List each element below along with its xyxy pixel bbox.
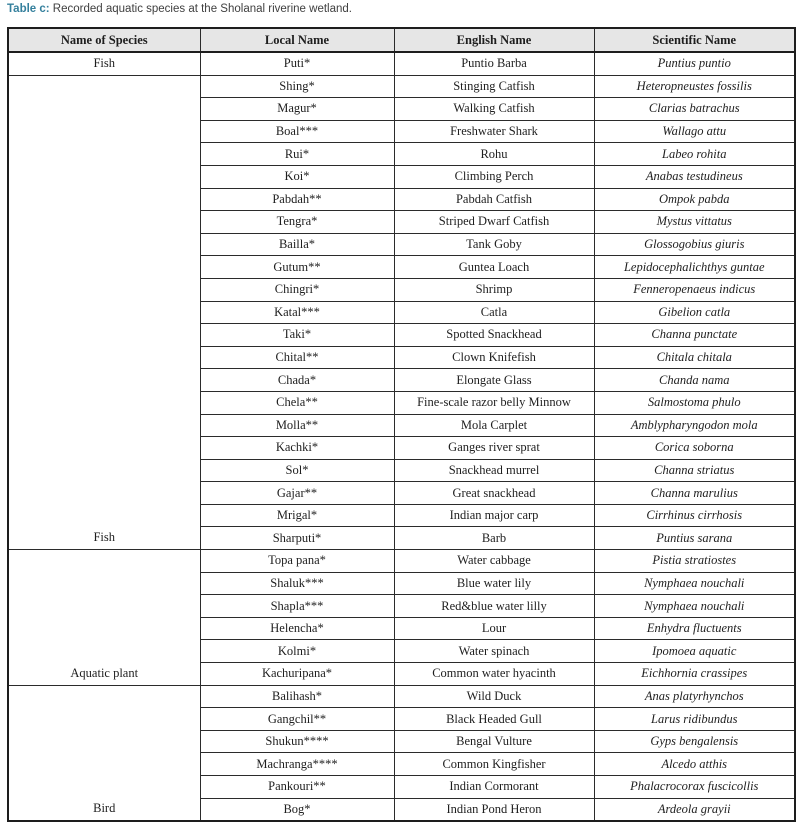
column-header: Name of Species bbox=[8, 28, 200, 52]
scientific-name-cell: Enhydra fluctuents bbox=[594, 617, 795, 640]
table-caption bbox=[7, 2, 352, 16]
column-header: Local Name bbox=[200, 28, 394, 52]
local-name-cell: Helencha* bbox=[200, 617, 394, 640]
table-caption-text: Recorded aquatic species at the Sholanal riverine wetland. bbox=[49, 3, 352, 15]
species-group-cell: Aquatic plant bbox=[8, 550, 200, 686]
local-name-cell: Tengra* bbox=[200, 211, 394, 234]
scientific-name-cell: Glossogobius giuris bbox=[594, 233, 795, 256]
table-row bbox=[8, 52, 795, 75]
english-name-cell: Climbing Perch bbox=[394, 165, 594, 188]
scientific-name-cell: Chitala chitala bbox=[594, 346, 795, 369]
english-name-cell: Bengal Vulture bbox=[394, 730, 594, 753]
english-name-cell: Black Headed Gull bbox=[394, 708, 594, 731]
species-group-cell: Bird bbox=[8, 685, 200, 821]
local-name-cell: Bog* bbox=[200, 798, 394, 821]
english-name-cell: Pabdah Catfish bbox=[394, 188, 594, 211]
local-name-cell: Chital** bbox=[200, 346, 394, 369]
scientific-name-cell: Chanda nama bbox=[594, 369, 795, 392]
scientific-name-cell: Puntius puntio bbox=[594, 52, 795, 75]
local-name-cell: Rui* bbox=[200, 143, 394, 166]
local-name-cell: Shaluk*** bbox=[200, 572, 394, 595]
scientific-name-cell: Salmostoma phulo bbox=[594, 391, 795, 414]
english-name-cell: Red&blue water lilly bbox=[394, 595, 594, 618]
scientific-name-cell: Anas platyrhynchos bbox=[594, 685, 795, 708]
local-name-cell: Shing* bbox=[200, 75, 394, 98]
local-name-cell: Gangchil** bbox=[200, 708, 394, 731]
english-name-cell: Snackhead murrel bbox=[394, 459, 594, 482]
scientific-name-cell: Phalacrocorax fuscicollis bbox=[594, 776, 795, 799]
english-name-cell: Catla bbox=[394, 301, 594, 324]
local-name-cell: Topa pana* bbox=[200, 550, 394, 573]
scientific-name-cell: Gyps bengalensis bbox=[594, 730, 795, 753]
english-name-cell: Indian Pond Heron bbox=[394, 798, 594, 821]
local-name-cell: Kachuripana* bbox=[200, 663, 394, 686]
english-name-cell: Tank Goby bbox=[394, 233, 594, 256]
english-name-cell: Clown Knifefish bbox=[394, 346, 594, 369]
english-name-cell: Elongate Glass bbox=[394, 369, 594, 392]
scientific-name-cell: Mystus vittatus bbox=[594, 211, 795, 234]
local-name-cell: Kachki* bbox=[200, 437, 394, 460]
local-name-cell: Molla** bbox=[200, 414, 394, 437]
local-name-cell: Magur* bbox=[200, 98, 394, 121]
english-name-cell: Walking Catfish bbox=[394, 98, 594, 121]
local-name-cell: Sol* bbox=[200, 459, 394, 482]
local-name-cell: Boal*** bbox=[200, 120, 394, 143]
scientific-name-cell: Lepidocephalichthys guntae bbox=[594, 256, 795, 279]
scientific-name-cell: Eichhornia crassipes bbox=[594, 663, 795, 686]
scientific-name-cell: Cirrhinus cirrhosis bbox=[594, 504, 795, 527]
local-name-cell: Katal*** bbox=[200, 301, 394, 324]
column-header: Scientific Name bbox=[594, 28, 795, 52]
scientific-name-cell: Nymphaea nouchali bbox=[594, 572, 795, 595]
local-name-cell: Gutum** bbox=[200, 256, 394, 279]
english-name-cell: Blue water lily bbox=[394, 572, 594, 595]
local-name-cell: Balihash* bbox=[200, 685, 394, 708]
scientific-name-cell: Ipomoea aquatic bbox=[594, 640, 795, 663]
english-name-cell: Water spinach bbox=[394, 640, 594, 663]
scientific-name-cell: Ardeola grayii bbox=[594, 798, 795, 821]
local-name-cell: Mrigal* bbox=[200, 504, 394, 527]
english-name-cell: Freshwater Shark bbox=[394, 120, 594, 143]
english-name-cell: Ganges river sprat bbox=[394, 437, 594, 460]
scientific-name-cell: Channa marulius bbox=[594, 482, 795, 505]
scientific-name-cell: Anabas testudineus bbox=[594, 165, 795, 188]
english-name-cell: Great snackhead bbox=[394, 482, 594, 505]
scientific-name-cell: Nymphaea nouchali bbox=[594, 595, 795, 618]
table-caption-label: Table c: bbox=[7, 3, 50, 15]
scientific-name-cell: Labeo rohita bbox=[594, 143, 795, 166]
local-name-cell: Machranga**** bbox=[200, 753, 394, 776]
scientific-name-cell: Puntius sarana bbox=[594, 527, 795, 550]
local-name-cell: Pankouri** bbox=[200, 776, 394, 799]
scientific-name-cell: Channa punctate bbox=[594, 324, 795, 347]
species-group-cell: Fish bbox=[8, 75, 200, 549]
table-head bbox=[8, 28, 795, 52]
local-name-cell: Gajar** bbox=[200, 482, 394, 505]
scientific-name-cell: Alcedo atthis bbox=[594, 753, 795, 776]
local-name-cell: Pabdah** bbox=[200, 188, 394, 211]
table-row bbox=[8, 685, 795, 708]
table-row bbox=[8, 75, 795, 98]
english-name-cell: Striped Dwarf Catfish bbox=[394, 211, 594, 234]
english-name-cell: Rohu bbox=[394, 143, 594, 166]
local-name-cell: Chada* bbox=[200, 369, 394, 392]
local-name-cell: Sharputi* bbox=[200, 527, 394, 550]
local-name-cell: Chela** bbox=[200, 391, 394, 414]
scientific-name-cell: Clarias batrachus bbox=[594, 98, 795, 121]
scientific-name-cell: Wallago attu bbox=[594, 120, 795, 143]
species-table bbox=[7, 27, 796, 822]
scientific-name-cell: Ompok pabda bbox=[594, 188, 795, 211]
english-name-cell: Indian major carp bbox=[394, 504, 594, 527]
local-name-cell: Kolmi* bbox=[200, 640, 394, 663]
local-name-cell: Chingri* bbox=[200, 278, 394, 301]
species-group-cell: Fish bbox=[8, 52, 200, 75]
scientific-name-cell: Pistia stratiostes bbox=[594, 550, 795, 573]
scientific-name-cell: Amblypharyngodon mola bbox=[594, 414, 795, 437]
header-row bbox=[8, 28, 795, 52]
english-name-cell: Fine-scale razor belly Minnow bbox=[394, 391, 594, 414]
english-name-cell: Puntio Barba bbox=[394, 52, 594, 75]
local-name-cell: Shapla*** bbox=[200, 595, 394, 618]
scientific-name-cell: Larus ridibundus bbox=[594, 708, 795, 731]
english-name-cell: Shrimp bbox=[394, 278, 594, 301]
local-name-cell: Taki* bbox=[200, 324, 394, 347]
local-name-cell: Bailla* bbox=[200, 233, 394, 256]
english-name-cell: Spotted Snackhead bbox=[394, 324, 594, 347]
local-name-cell: Koi* bbox=[200, 165, 394, 188]
english-name-cell: Indian Cormorant bbox=[394, 776, 594, 799]
scientific-name-cell: Heteropneustes fossilis bbox=[594, 75, 795, 98]
english-name-cell: Wild Duck bbox=[394, 685, 594, 708]
table-body bbox=[8, 52, 795, 821]
scientific-name-cell: Gibelion catla bbox=[594, 301, 795, 324]
scientific-name-cell: Fenneropenaeus indicus bbox=[594, 278, 795, 301]
english-name-cell: Stinging Catfish bbox=[394, 75, 594, 98]
english-name-cell: Guntea Loach bbox=[394, 256, 594, 279]
local-name-cell: Shukun**** bbox=[200, 730, 394, 753]
english-name-cell: Common water hyacinth bbox=[394, 663, 594, 686]
column-header: English Name bbox=[394, 28, 594, 52]
english-name-cell: Barb bbox=[394, 527, 594, 550]
english-name-cell: Water cabbage bbox=[394, 550, 594, 573]
local-name-cell: Puti* bbox=[200, 52, 394, 75]
english-name-cell: Mola Carplet bbox=[394, 414, 594, 437]
english-name-cell: Common Kingfisher bbox=[394, 753, 594, 776]
table-row bbox=[8, 550, 795, 573]
scientific-name-cell: Channa striatus bbox=[594, 459, 795, 482]
scientific-name-cell: Corica soborna bbox=[594, 437, 795, 460]
english-name-cell: Lour bbox=[394, 617, 594, 640]
